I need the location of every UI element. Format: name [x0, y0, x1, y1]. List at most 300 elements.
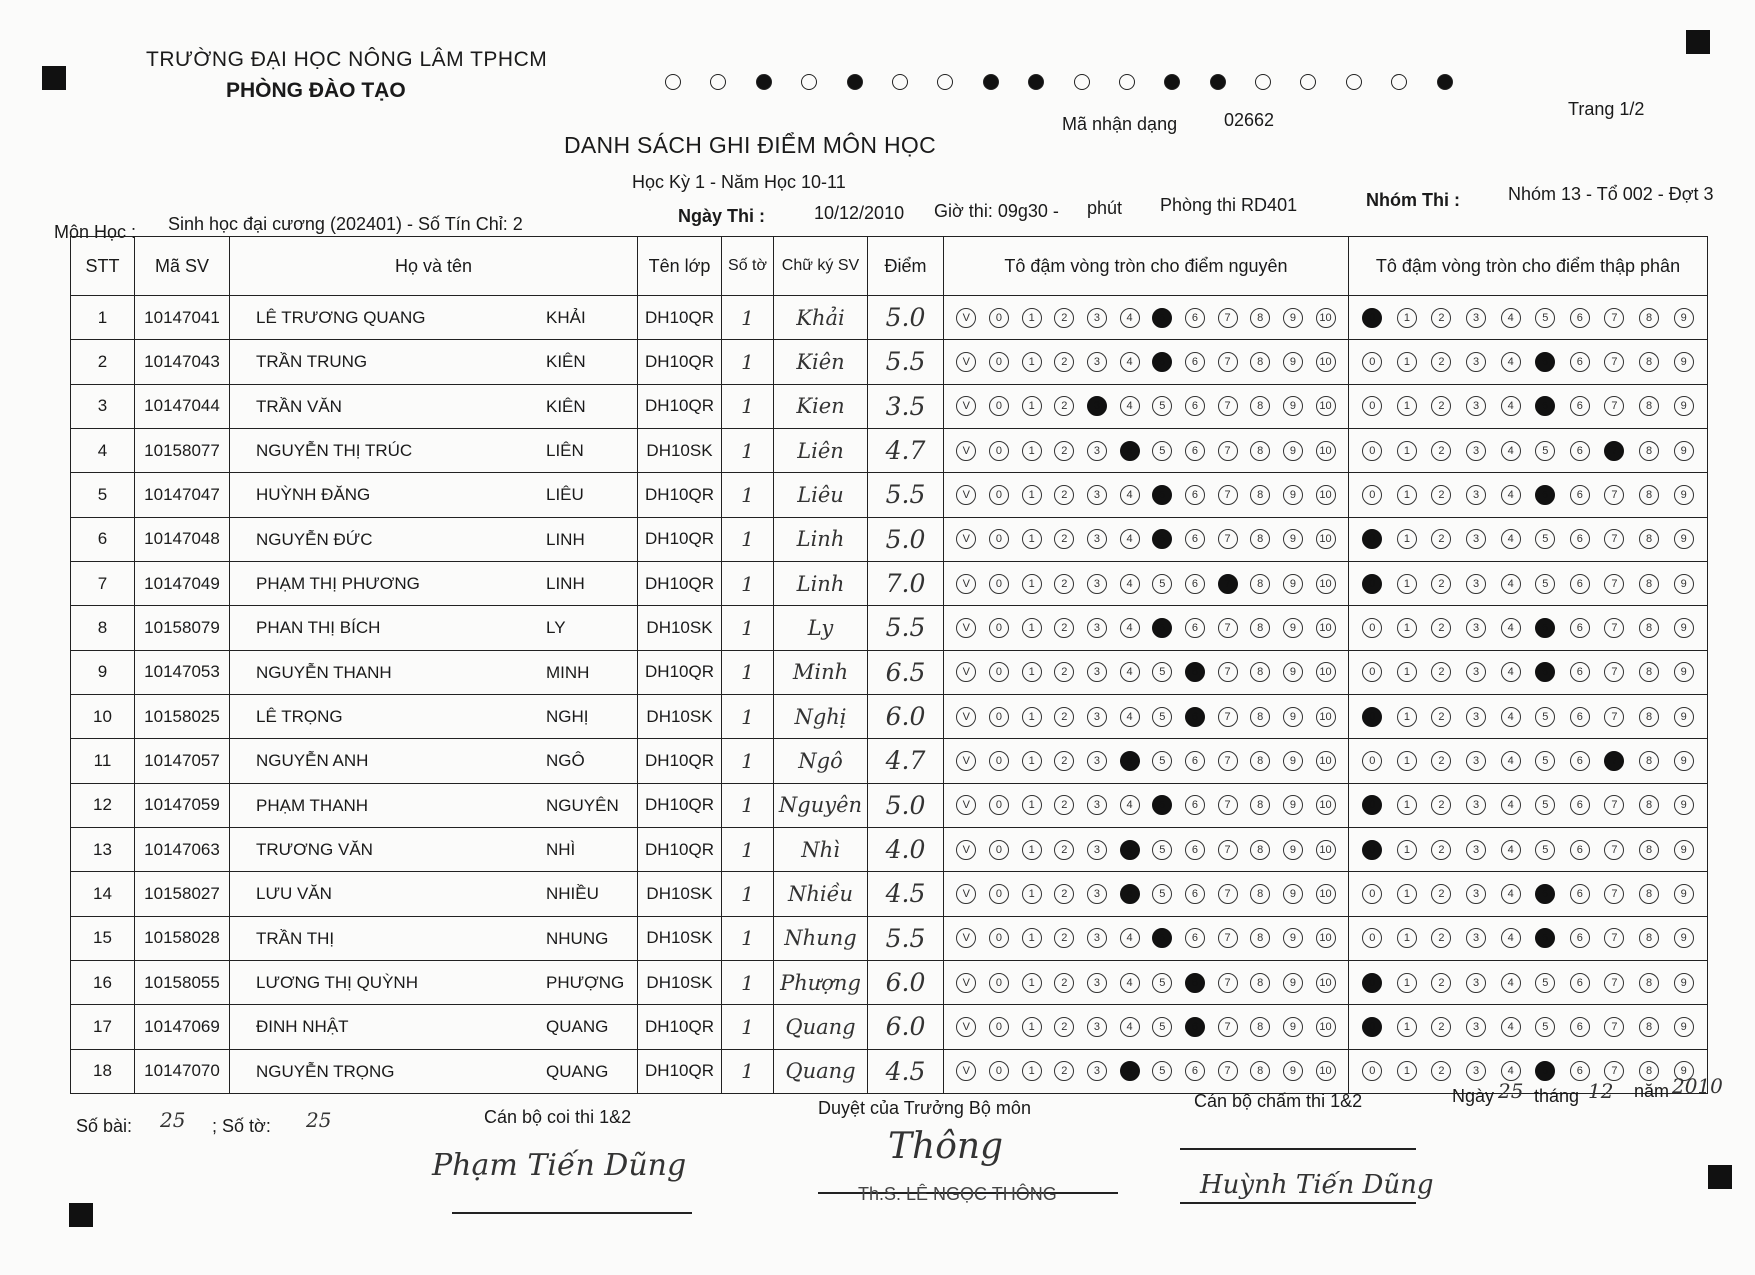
- decimal-bubble[interactable]: 2: [1431, 662, 1451, 682]
- decimal-bubble[interactable]: 0: [1362, 1061, 1382, 1081]
- decimal-bubble[interactable]: 0: [1362, 840, 1382, 860]
- decimal-bubble[interactable]: 5: [1535, 574, 1555, 594]
- integer-bubble[interactable]: 3: [1087, 973, 1107, 993]
- decimal-bubble[interactable]: 1: [1397, 396, 1417, 416]
- decimal-bubble[interactable]: 2: [1431, 1061, 1451, 1081]
- decimal-bubble[interactable]: 8: [1639, 1061, 1659, 1081]
- integer-bubble[interactable]: 8: [1250, 884, 1270, 904]
- decimal-bubble[interactable]: 4: [1501, 840, 1521, 860]
- decimal-bubble[interactable]: 7: [1604, 662, 1624, 682]
- integer-bubble[interactable]: 9: [1283, 840, 1303, 860]
- integer-bubble[interactable]: V: [956, 485, 976, 505]
- integer-bubble[interactable]: 4: [1120, 352, 1140, 372]
- integer-bubble[interactable]: 1: [1022, 352, 1042, 372]
- decimal-bubble[interactable]: 4: [1501, 1017, 1521, 1037]
- integer-bubble[interactable]: 10: [1316, 352, 1336, 372]
- decimal-bubble[interactable]: 2: [1431, 751, 1451, 771]
- decimal-bubble[interactable]: 1: [1397, 707, 1417, 727]
- integer-bubble[interactable]: 3: [1087, 928, 1107, 948]
- integer-bubble[interactable]: 5: [1152, 973, 1172, 993]
- decimal-bubble[interactable]: 9: [1674, 751, 1694, 771]
- decimal-bubble[interactable]: 9: [1674, 308, 1694, 328]
- integer-bubble[interactable]: 7: [1218, 1017, 1238, 1037]
- integer-bubble[interactable]: 6: [1185, 707, 1205, 727]
- integer-bubble[interactable]: 2: [1054, 441, 1074, 461]
- decimal-bubble[interactable]: 9: [1674, 1017, 1694, 1037]
- integer-bubble[interactable]: 0: [989, 707, 1009, 727]
- decimal-bubble[interactable]: 7: [1604, 973, 1624, 993]
- integer-bubble[interactable]: 4: [1120, 840, 1140, 860]
- decimal-bubble[interactable]: 7: [1604, 840, 1624, 860]
- integer-bubble[interactable]: V: [956, 529, 976, 549]
- decimal-bubble[interactable]: 2: [1431, 352, 1451, 372]
- integer-bubble[interactable]: 8: [1250, 396, 1270, 416]
- integer-bubble[interactable]: 2: [1054, 973, 1074, 993]
- integer-bubble[interactable]: 7: [1218, 574, 1238, 594]
- integer-bubble[interactable]: 7: [1218, 352, 1238, 372]
- integer-bubble[interactable]: V: [956, 707, 976, 727]
- decimal-bubble[interactable]: 1: [1397, 884, 1417, 904]
- integer-bubble[interactable]: 9: [1283, 707, 1303, 727]
- integer-bubble[interactable]: 1: [1022, 1017, 1042, 1037]
- decimal-bubble[interactable]: 9: [1674, 618, 1694, 638]
- integer-bubble[interactable]: 3: [1087, 884, 1107, 904]
- integer-bubble[interactable]: 6: [1185, 928, 1205, 948]
- integer-bubble[interactable]: V: [956, 662, 976, 682]
- integer-bubble[interactable]: 0: [989, 1017, 1009, 1037]
- integer-bubble[interactable]: V: [956, 441, 976, 461]
- integer-bubble[interactable]: 8: [1250, 795, 1270, 815]
- integer-bubble[interactable]: 1: [1022, 840, 1042, 860]
- integer-bubble[interactable]: 5: [1152, 928, 1172, 948]
- integer-bubble[interactable]: 0: [989, 352, 1009, 372]
- integer-bubble[interactable]: 8: [1250, 308, 1270, 328]
- integer-bubble[interactable]: 3: [1087, 751, 1107, 771]
- integer-bubble[interactable]: 10: [1316, 751, 1336, 771]
- decimal-bubble[interactable]: 7: [1604, 707, 1624, 727]
- integer-bubble[interactable]: 4: [1120, 485, 1140, 505]
- decimal-bubble[interactable]: 6: [1570, 574, 1590, 594]
- decimal-bubble[interactable]: 3: [1466, 1017, 1486, 1037]
- decimal-bubble[interactable]: 3: [1466, 751, 1486, 771]
- decimal-bubble[interactable]: 7: [1604, 928, 1624, 948]
- decimal-bubble[interactable]: 6: [1570, 751, 1590, 771]
- integer-bubble[interactable]: 5: [1152, 352, 1172, 372]
- integer-bubble[interactable]: 1: [1022, 529, 1042, 549]
- decimal-bubble[interactable]: 9: [1674, 574, 1694, 594]
- integer-bubble[interactable]: 9: [1283, 529, 1303, 549]
- integer-bubble[interactable]: 0: [989, 529, 1009, 549]
- decimal-bubble[interactable]: 1: [1397, 352, 1417, 372]
- integer-bubble[interactable]: 1: [1022, 396, 1042, 416]
- integer-bubble[interactable]: 9: [1283, 884, 1303, 904]
- decimal-bubble[interactable]: 2: [1431, 840, 1451, 860]
- decimal-bubble[interactable]: 8: [1639, 308, 1659, 328]
- decimal-bubble[interactable]: 1: [1397, 928, 1417, 948]
- integer-bubble[interactable]: 10: [1316, 529, 1336, 549]
- decimal-bubble[interactable]: 6: [1570, 352, 1590, 372]
- decimal-bubble[interactable]: 2: [1431, 485, 1451, 505]
- integer-bubble[interactable]: V: [956, 396, 976, 416]
- decimal-bubble[interactable]: 5: [1535, 928, 1555, 948]
- decimal-bubble[interactable]: 3: [1466, 529, 1486, 549]
- integer-bubble[interactable]: 1: [1022, 707, 1042, 727]
- decimal-bubble[interactable]: 2: [1431, 396, 1451, 416]
- integer-bubble[interactable]: 8: [1250, 352, 1270, 372]
- integer-bubble[interactable]: 6: [1185, 1017, 1205, 1037]
- decimal-bubble[interactable]: 3: [1466, 884, 1486, 904]
- integer-bubble[interactable]: 3: [1087, 485, 1107, 505]
- integer-bubble[interactable]: 4: [1120, 1061, 1140, 1081]
- integer-bubble[interactable]: 7: [1218, 884, 1238, 904]
- decimal-bubble[interactable]: 4: [1501, 884, 1521, 904]
- decimal-bubble[interactable]: 1: [1397, 485, 1417, 505]
- decimal-bubble[interactable]: 2: [1431, 529, 1451, 549]
- decimal-bubble[interactable]: 8: [1639, 662, 1659, 682]
- decimal-bubble[interactable]: 3: [1466, 928, 1486, 948]
- integer-bubble[interactable]: 8: [1250, 662, 1270, 682]
- integer-bubble[interactable]: 8: [1250, 441, 1270, 461]
- integer-bubble[interactable]: 9: [1283, 618, 1303, 638]
- decimal-bubble[interactable]: 3: [1466, 707, 1486, 727]
- integer-bubble[interactable]: 1: [1022, 928, 1042, 948]
- integer-bubble[interactable]: 3: [1087, 662, 1107, 682]
- decimal-bubble[interactable]: 2: [1431, 707, 1451, 727]
- integer-bubble[interactable]: 2: [1054, 485, 1074, 505]
- integer-bubble[interactable]: 7: [1218, 707, 1238, 727]
- decimal-bubble[interactable]: 2: [1431, 928, 1451, 948]
- integer-bubble[interactable]: V: [956, 884, 976, 904]
- integer-bubble[interactable]: 0: [989, 928, 1009, 948]
- integer-bubble[interactable]: V: [956, 973, 976, 993]
- integer-bubble[interactable]: 0: [989, 396, 1009, 416]
- integer-bubble[interactable]: 2: [1054, 352, 1074, 372]
- decimal-bubble[interactable]: 7: [1604, 618, 1624, 638]
- decimal-bubble[interactable]: 6: [1570, 884, 1590, 904]
- integer-bubble[interactable]: 2: [1054, 529, 1074, 549]
- decimal-bubble[interactable]: 8: [1639, 751, 1659, 771]
- integer-bubble[interactable]: 0: [989, 485, 1009, 505]
- integer-bubble[interactable]: 8: [1250, 751, 1270, 771]
- integer-bubble[interactable]: 6: [1185, 441, 1205, 461]
- integer-bubble[interactable]: 6: [1185, 1061, 1205, 1081]
- decimal-bubble[interactable]: 5: [1535, 529, 1555, 549]
- integer-bubble[interactable]: 6: [1185, 751, 1205, 771]
- integer-bubble[interactable]: 10: [1316, 618, 1336, 638]
- decimal-bubble[interactable]: 3: [1466, 618, 1486, 638]
- decimal-bubble[interactable]: 2: [1431, 884, 1451, 904]
- integer-bubble[interactable]: 4: [1120, 928, 1140, 948]
- integer-bubble[interactable]: 2: [1054, 618, 1074, 638]
- integer-bubble[interactable]: 0: [989, 662, 1009, 682]
- decimal-bubble[interactable]: 8: [1639, 1017, 1659, 1037]
- decimal-bubble[interactable]: 5: [1535, 662, 1555, 682]
- integer-bubble[interactable]: 4: [1120, 662, 1140, 682]
- integer-bubble[interactable]: 3: [1087, 441, 1107, 461]
- decimal-bubble[interactable]: 9: [1674, 928, 1694, 948]
- decimal-bubble[interactable]: 5: [1535, 707, 1555, 727]
- decimal-bubble[interactable]: 1: [1397, 308, 1417, 328]
- decimal-bubble[interactable]: 9: [1674, 441, 1694, 461]
- integer-bubble[interactable]: 0: [989, 618, 1009, 638]
- decimal-bubble[interactable]: 0: [1362, 574, 1382, 594]
- decimal-bubble[interactable]: 3: [1466, 308, 1486, 328]
- integer-bubble[interactable]: 2: [1054, 751, 1074, 771]
- integer-bubble[interactable]: 7: [1218, 308, 1238, 328]
- decimal-bubble[interactable]: 4: [1501, 973, 1521, 993]
- integer-bubble[interactable]: 2: [1054, 795, 1074, 815]
- decimal-bubble[interactable]: 3: [1466, 352, 1486, 372]
- integer-bubble[interactable]: 8: [1250, 574, 1270, 594]
- decimal-bubble[interactable]: 4: [1501, 751, 1521, 771]
- decimal-bubble[interactable]: 9: [1674, 396, 1694, 416]
- decimal-bubble[interactable]: 1: [1397, 751, 1417, 771]
- decimal-bubble[interactable]: 0: [1362, 662, 1382, 682]
- decimal-bubble[interactable]: 1: [1397, 1061, 1417, 1081]
- integer-bubble[interactable]: 1: [1022, 1061, 1042, 1081]
- integer-bubble[interactable]: 5: [1152, 618, 1172, 638]
- decimal-bubble[interactable]: 4: [1501, 396, 1521, 416]
- decimal-bubble[interactable]: 9: [1674, 707, 1694, 727]
- integer-bubble[interactable]: 2: [1054, 396, 1074, 416]
- integer-bubble[interactable]: V: [956, 928, 976, 948]
- integer-bubble[interactable]: 5: [1152, 751, 1172, 771]
- decimal-bubble[interactable]: 7: [1604, 751, 1624, 771]
- integer-bubble[interactable]: 9: [1283, 308, 1303, 328]
- integer-bubble[interactable]: 2: [1054, 1061, 1074, 1081]
- decimal-bubble[interactable]: 9: [1674, 352, 1694, 372]
- decimal-bubble[interactable]: 9: [1674, 529, 1694, 549]
- integer-bubble[interactable]: 4: [1120, 396, 1140, 416]
- integer-bubble[interactable]: 5: [1152, 396, 1172, 416]
- integer-bubble[interactable]: 4: [1120, 973, 1140, 993]
- integer-bubble[interactable]: 5: [1152, 485, 1172, 505]
- decimal-bubble[interactable]: 8: [1639, 973, 1659, 993]
- integer-bubble[interactable]: 5: [1152, 707, 1172, 727]
- decimal-bubble[interactable]: 3: [1466, 574, 1486, 594]
- integer-bubble[interactable]: 8: [1250, 973, 1270, 993]
- integer-bubble[interactable]: 5: [1152, 574, 1172, 594]
- integer-bubble[interactable]: 2: [1054, 884, 1074, 904]
- integer-bubble[interactable]: V: [956, 1017, 976, 1037]
- integer-bubble[interactable]: 5: [1152, 662, 1172, 682]
- decimal-bubble[interactable]: 5: [1535, 308, 1555, 328]
- integer-bubble[interactable]: 5: [1152, 1017, 1172, 1037]
- decimal-bubble[interactable]: 5: [1535, 751, 1555, 771]
- decimal-bubble[interactable]: 5: [1535, 1061, 1555, 1081]
- decimal-bubble[interactable]: 2: [1431, 618, 1451, 638]
- integer-bubble[interactable]: 7: [1218, 485, 1238, 505]
- decimal-bubble[interactable]: 9: [1674, 884, 1694, 904]
- integer-bubble[interactable]: 10: [1316, 662, 1336, 682]
- integer-bubble[interactable]: 6: [1185, 396, 1205, 416]
- decimal-bubble[interactable]: 2: [1431, 795, 1451, 815]
- integer-bubble[interactable]: 9: [1283, 441, 1303, 461]
- integer-bubble[interactable]: 4: [1120, 574, 1140, 594]
- decimal-bubble[interactable]: 8: [1639, 618, 1659, 638]
- decimal-bubble[interactable]: 6: [1570, 1061, 1590, 1081]
- decimal-bubble[interactable]: 4: [1501, 928, 1521, 948]
- integer-bubble[interactable]: 10: [1316, 396, 1336, 416]
- integer-bubble[interactable]: 10: [1316, 308, 1336, 328]
- decimal-bubble[interactable]: 0: [1362, 529, 1382, 549]
- integer-bubble[interactable]: 7: [1218, 529, 1238, 549]
- decimal-bubble[interactable]: 4: [1501, 308, 1521, 328]
- integer-bubble[interactable]: 7: [1218, 441, 1238, 461]
- integer-bubble[interactable]: 5: [1152, 1061, 1172, 1081]
- integer-bubble[interactable]: 3: [1087, 795, 1107, 815]
- decimal-bubble[interactable]: 1: [1397, 1017, 1417, 1037]
- integer-bubble[interactable]: 3: [1087, 707, 1107, 727]
- decimal-bubble[interactable]: 5: [1535, 884, 1555, 904]
- decimal-bubble[interactable]: 2: [1431, 308, 1451, 328]
- decimal-bubble[interactable]: 7: [1604, 529, 1624, 549]
- decimal-bubble[interactable]: 0: [1362, 973, 1382, 993]
- integer-bubble[interactable]: 1: [1022, 884, 1042, 904]
- decimal-bubble[interactable]: 0: [1362, 618, 1382, 638]
- decimal-bubble[interactable]: 4: [1501, 707, 1521, 727]
- integer-bubble[interactable]: 7: [1218, 662, 1238, 682]
- decimal-bubble[interactable]: 2: [1431, 574, 1451, 594]
- decimal-bubble[interactable]: 7: [1604, 396, 1624, 416]
- decimal-bubble[interactable]: 5: [1535, 618, 1555, 638]
- integer-bubble[interactable]: 8: [1250, 928, 1270, 948]
- integer-bubble[interactable]: 9: [1283, 396, 1303, 416]
- integer-bubble[interactable]: V: [956, 840, 976, 860]
- integer-bubble[interactable]: 3: [1087, 1061, 1107, 1081]
- integer-bubble[interactable]: 9: [1283, 574, 1303, 594]
- integer-bubble[interactable]: 3: [1087, 840, 1107, 860]
- integer-bubble[interactable]: 5: [1152, 441, 1172, 461]
- integer-bubble[interactable]: 2: [1054, 308, 1074, 328]
- integer-bubble[interactable]: 10: [1316, 840, 1336, 860]
- decimal-bubble[interactable]: 1: [1397, 618, 1417, 638]
- integer-bubble[interactable]: 6: [1185, 574, 1205, 594]
- decimal-bubble[interactable]: 3: [1466, 441, 1486, 461]
- decimal-bubble[interactable]: 3: [1466, 1061, 1486, 1081]
- decimal-bubble[interactable]: 0: [1362, 308, 1382, 328]
- integer-bubble[interactable]: 5: [1152, 884, 1172, 904]
- integer-bubble[interactable]: 9: [1283, 1017, 1303, 1037]
- decimal-bubble[interactable]: 8: [1639, 884, 1659, 904]
- integer-bubble[interactable]: 8: [1250, 1061, 1270, 1081]
- integer-bubble[interactable]: 5: [1152, 529, 1172, 549]
- decimal-bubble[interactable]: 7: [1604, 884, 1624, 904]
- decimal-bubble[interactable]: 0: [1362, 396, 1382, 416]
- integer-bubble[interactable]: 8: [1250, 840, 1270, 860]
- decimal-bubble[interactable]: 1: [1397, 574, 1417, 594]
- decimal-bubble[interactable]: 8: [1639, 396, 1659, 416]
- decimal-bubble[interactable]: 1: [1397, 441, 1417, 461]
- integer-bubble[interactable]: 0: [989, 308, 1009, 328]
- decimal-bubble[interactable]: 6: [1570, 396, 1590, 416]
- integer-bubble[interactable]: 1: [1022, 973, 1042, 993]
- decimal-bubble[interactable]: 8: [1639, 574, 1659, 594]
- integer-bubble[interactable]: 0: [989, 751, 1009, 771]
- integer-bubble[interactable]: 9: [1283, 662, 1303, 682]
- integer-bubble[interactable]: 6: [1185, 308, 1205, 328]
- integer-bubble[interactable]: 3: [1087, 308, 1107, 328]
- integer-bubble[interactable]: 9: [1283, 352, 1303, 372]
- integer-bubble[interactable]: 4: [1120, 308, 1140, 328]
- integer-bubble[interactable]: 10: [1316, 441, 1336, 461]
- decimal-bubble[interactable]: 6: [1570, 973, 1590, 993]
- integer-bubble[interactable]: 10: [1316, 973, 1336, 993]
- decimal-bubble[interactable]: 4: [1501, 662, 1521, 682]
- decimal-bubble[interactable]: 8: [1639, 441, 1659, 461]
- decimal-bubble[interactable]: 5: [1535, 840, 1555, 860]
- decimal-bubble[interactable]: 3: [1466, 662, 1486, 682]
- integer-bubble[interactable]: 6: [1185, 795, 1205, 815]
- integer-bubble[interactable]: 0: [989, 973, 1009, 993]
- decimal-bubble[interactable]: 6: [1570, 662, 1590, 682]
- integer-bubble[interactable]: 6: [1185, 884, 1205, 904]
- decimal-bubble[interactable]: 2: [1431, 973, 1451, 993]
- decimal-bubble[interactable]: 0: [1362, 352, 1382, 372]
- decimal-bubble[interactable]: 5: [1535, 441, 1555, 461]
- integer-bubble[interactable]: 0: [989, 884, 1009, 904]
- integer-bubble[interactable]: 10: [1316, 574, 1336, 594]
- decimal-bubble[interactable]: 5: [1535, 1017, 1555, 1037]
- integer-bubble[interactable]: 10: [1316, 485, 1336, 505]
- integer-bubble[interactable]: 9: [1283, 1061, 1303, 1081]
- decimal-bubble[interactable]: 1: [1397, 529, 1417, 549]
- integer-bubble[interactable]: V: [956, 618, 976, 638]
- integer-bubble[interactable]: 10: [1316, 795, 1336, 815]
- integer-bubble[interactable]: 9: [1283, 795, 1303, 815]
- integer-bubble[interactable]: 3: [1087, 396, 1107, 416]
- integer-bubble[interactable]: 4: [1120, 441, 1140, 461]
- decimal-bubble[interactable]: 0: [1362, 441, 1382, 461]
- decimal-bubble[interactable]: 6: [1570, 928, 1590, 948]
- decimal-bubble[interactable]: 4: [1501, 441, 1521, 461]
- integer-bubble[interactable]: 7: [1218, 795, 1238, 815]
- integer-bubble[interactable]: 4: [1120, 884, 1140, 904]
- integer-bubble[interactable]: 2: [1054, 707, 1074, 727]
- integer-bubble[interactable]: 0: [989, 441, 1009, 461]
- integer-bubble[interactable]: 2: [1054, 840, 1074, 860]
- decimal-bubble[interactable]: 7: [1604, 441, 1624, 461]
- integer-bubble[interactable]: 6: [1185, 485, 1205, 505]
- integer-bubble[interactable]: 7: [1218, 1061, 1238, 1081]
- decimal-bubble[interactable]: 0: [1362, 884, 1382, 904]
- integer-bubble[interactable]: 0: [989, 574, 1009, 594]
- decimal-bubble[interactable]: 6: [1570, 795, 1590, 815]
- decimal-bubble[interactable]: 1: [1397, 795, 1417, 815]
- integer-bubble[interactable]: 3: [1087, 574, 1107, 594]
- integer-bubble[interactable]: 4: [1120, 751, 1140, 771]
- integer-bubble[interactable]: V: [956, 751, 976, 771]
- decimal-bubble[interactable]: 3: [1466, 485, 1486, 505]
- integer-bubble[interactable]: 9: [1283, 973, 1303, 993]
- integer-bubble[interactable]: V: [956, 795, 976, 815]
- integer-bubble[interactable]: 6: [1185, 618, 1205, 638]
- decimal-bubble[interactable]: 7: [1604, 352, 1624, 372]
- integer-bubble[interactable]: 8: [1250, 618, 1270, 638]
- decimal-bubble[interactable]: 6: [1570, 441, 1590, 461]
- decimal-bubble[interactable]: 9: [1674, 973, 1694, 993]
- decimal-bubble[interactable]: 0: [1362, 485, 1382, 505]
- integer-bubble[interactable]: 8: [1250, 1017, 1270, 1037]
- decimal-bubble[interactable]: 8: [1639, 928, 1659, 948]
- integer-bubble[interactable]: 5: [1152, 840, 1172, 860]
- decimal-bubble[interactable]: 7: [1604, 574, 1624, 594]
- integer-bubble[interactable]: 3: [1087, 529, 1107, 549]
- decimal-bubble[interactable]: 7: [1604, 485, 1624, 505]
- decimal-bubble[interactable]: 7: [1604, 1017, 1624, 1037]
- decimal-bubble[interactable]: 8: [1639, 840, 1659, 860]
- integer-bubble[interactable]: 5: [1152, 308, 1172, 328]
